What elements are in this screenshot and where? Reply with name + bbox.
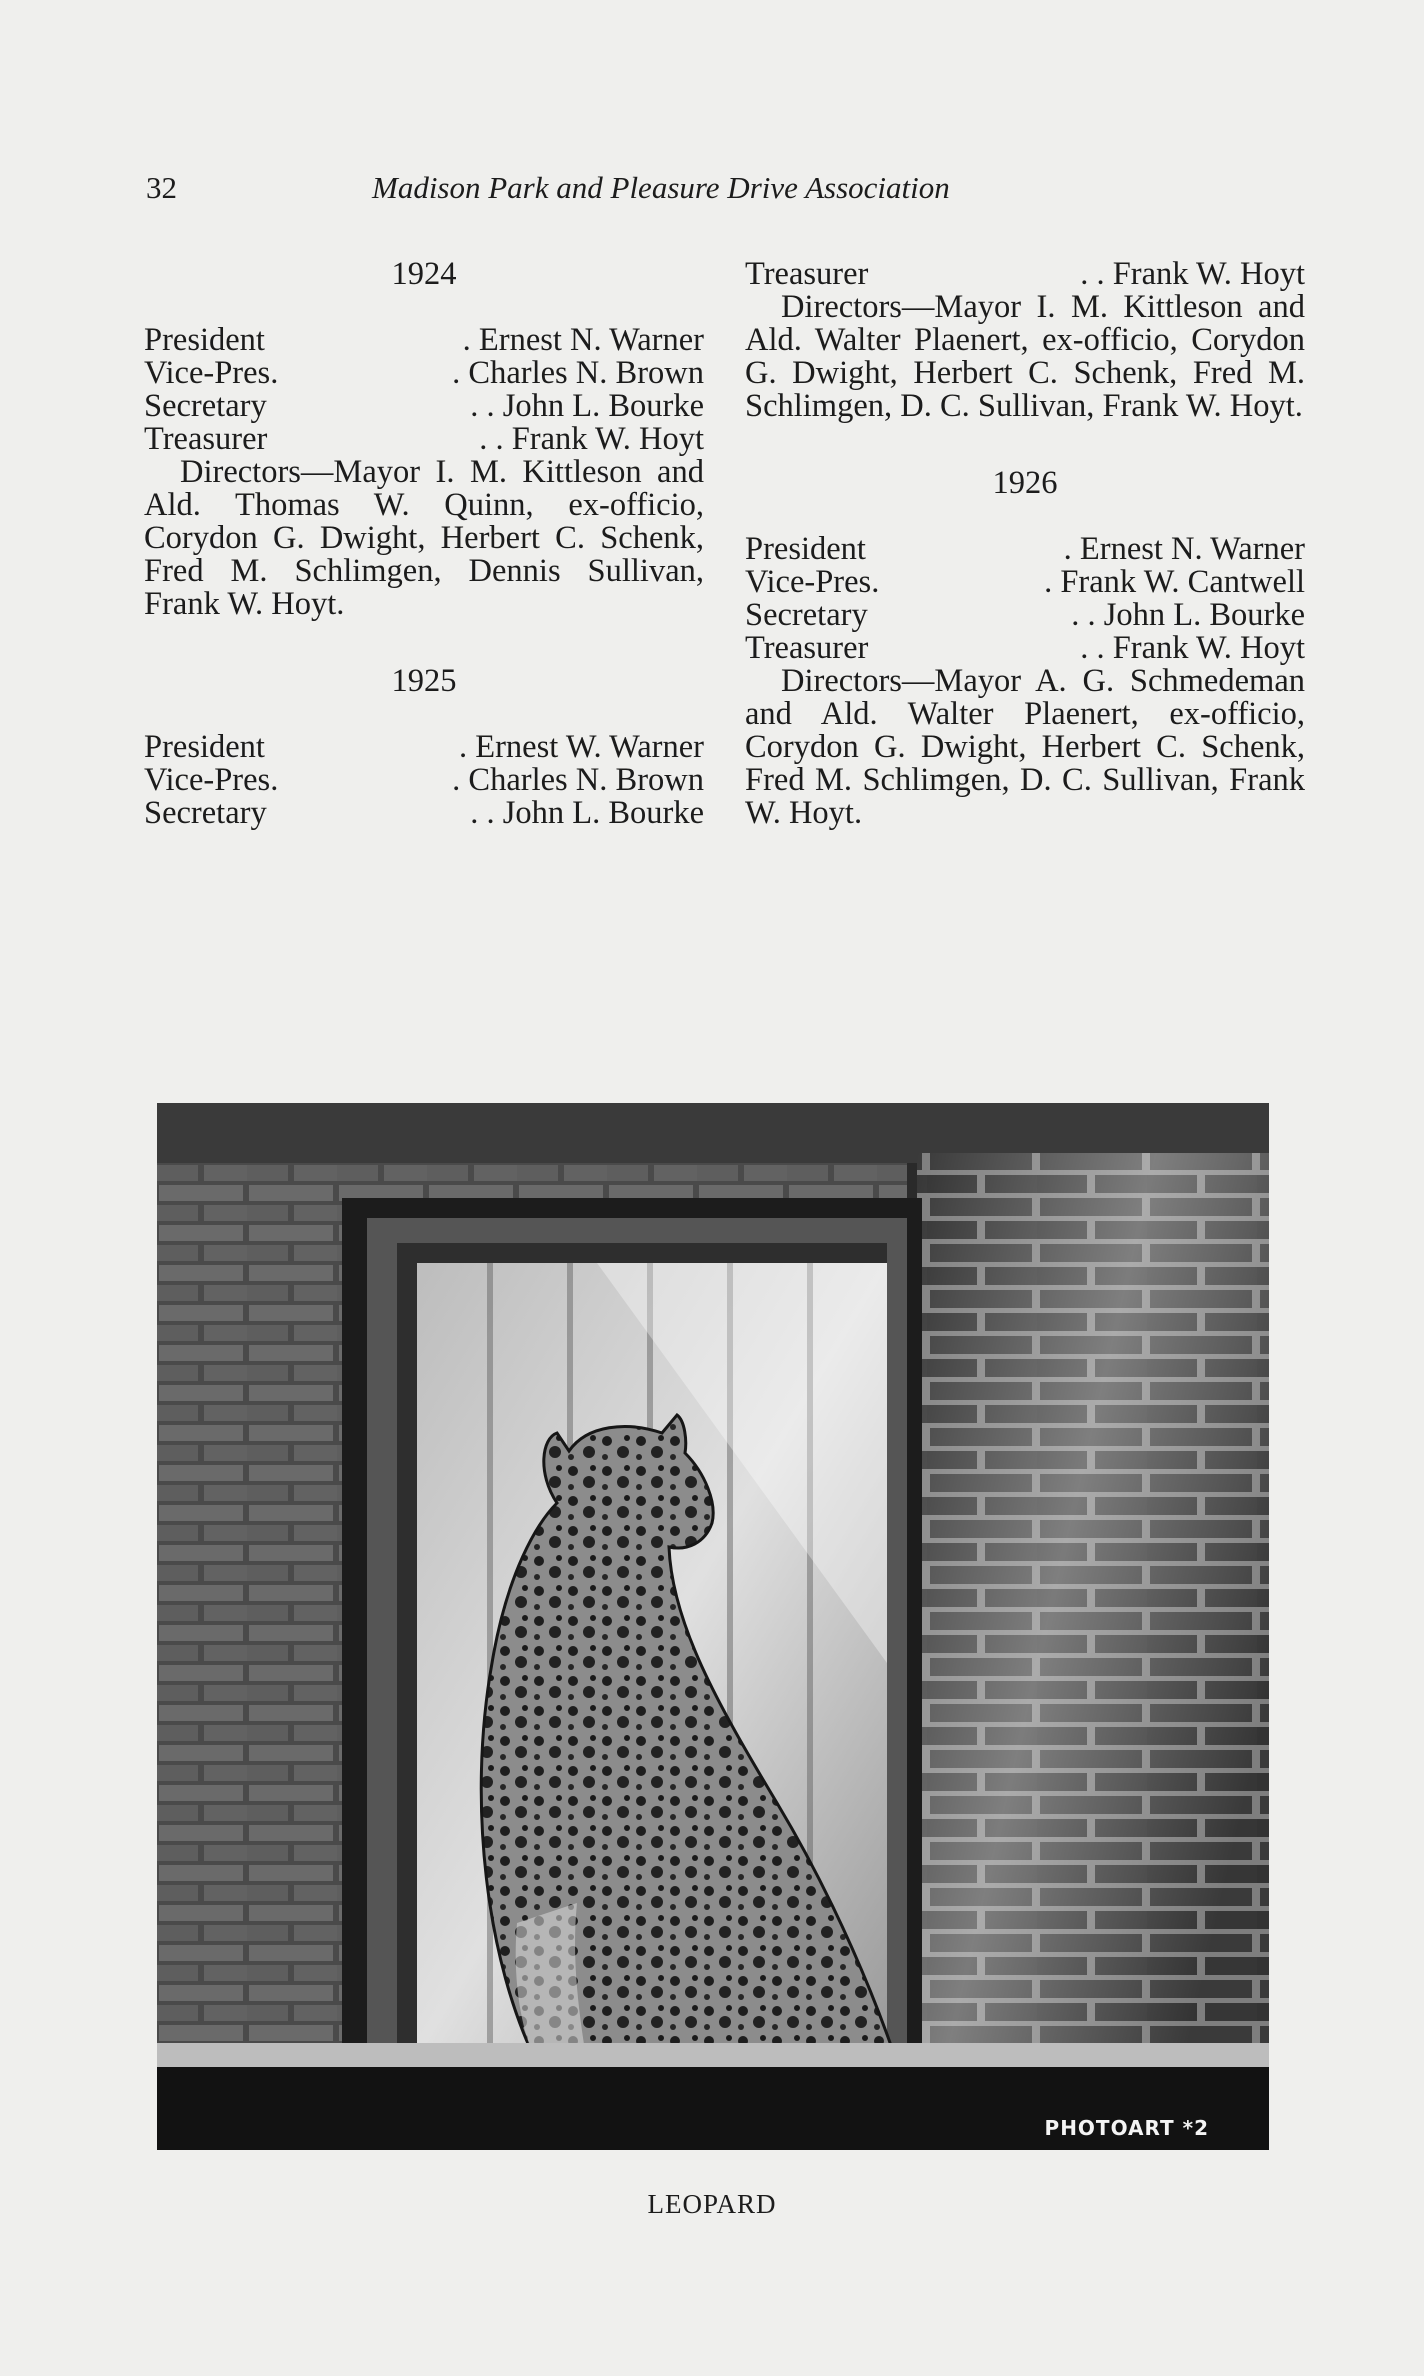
right-column — [745, 258, 1305, 830]
officer-title: Secretary — [745, 597, 868, 633]
officer-name: . Ernest N. Warner — [462, 322, 704, 358]
officer-title: Treasurer — [745, 256, 869, 292]
directors-paragraph-1925: Directors—Mayor I. M. Kittleson and Ald. Walter Plaenert, ex-officio, Corydon G. Dwight, Herbert C. Schenk, Fred M. Schlimgen, D. C. Sullivan, Frank W. Hoyt. — [745, 289, 1305, 424]
directors-paragraph-1924: Directors—Mayor I. M. Kittleson and Ald. Thomas W. Quinn, ex-officio, Corydon G. Dwight, Herbert C. Schenk, Fred M. Schlimgen, Dennis Sullivan, Frank W. Hoyt. — [144, 454, 704, 622]
officer-title: Treasurer — [144, 421, 268, 457]
officer-row — [144, 423, 704, 456]
officer-title: Treasurer — [745, 630, 869, 666]
officer-title: President — [144, 322, 265, 358]
officer-row — [144, 390, 704, 423]
directors-paragraph-1926: Directors—Mayor A. G. Schmedeman and Ald. Walter Plaenert, ex-officio, Corydon G. Dwight, Herbert C. Schenk, Fred M. Schlimgen, D. C. Sullivan, Frank W. Hoyt. — [745, 663, 1305, 831]
left-column — [144, 258, 704, 830]
officer-title: Secretary — [144, 795, 267, 831]
officer-title: President — [745, 531, 866, 567]
year-heading-1924: 1924 — [391, 256, 457, 292]
officer-title: Vice-Pres. — [745, 564, 880, 600]
photo-caption: LEOPARD — [647, 2189, 777, 2219]
officer-row — [745, 258, 1305, 291]
officer-row — [745, 566, 1305, 599]
officer-name: . . John L. Bourke — [470, 795, 704, 831]
officer-row — [745, 533, 1305, 566]
year-heading-1926: 1926 — [992, 465, 1058, 501]
page-number: 32 — [146, 170, 177, 205]
officer-row — [144, 357, 704, 390]
year-heading-1925: 1925 — [391, 663, 457, 699]
officer-name: . Ernest W. Warner — [459, 729, 704, 765]
officer-name: . . Frank W. Hoyt — [1080, 630, 1305, 666]
officer-title: Vice-Pres. — [144, 355, 279, 391]
officer-title: President — [144, 729, 265, 765]
officer-title: Secretary — [144, 388, 267, 424]
leopard-photo — [157, 1103, 1269, 2150]
officer-row — [745, 599, 1305, 632]
officer-row — [144, 324, 704, 357]
officer-name: . . Frank W. Hoyt — [479, 421, 704, 457]
officer-row — [144, 764, 704, 797]
officer-name: . Ernest N. Warner — [1063, 531, 1305, 567]
officer-row — [144, 731, 704, 764]
officer-name: . . John L. Bourke — [1071, 597, 1305, 633]
officer-name: . . Frank W. Hoyt — [1080, 256, 1305, 292]
officer-row — [745, 632, 1305, 665]
officer-title: Vice-Pres. — [144, 762, 279, 798]
running-title: Madison Park and Pleasure Drive Association — [372, 170, 950, 205]
officer-name: . Charles N. Brown — [452, 762, 704, 798]
photo-credit: PHOTOART *2 — [1044, 2116, 1209, 2140]
officer-name: . . John L. Bourke — [470, 388, 704, 424]
officer-name: . Charles N. Brown — [452, 355, 704, 391]
officer-name: . Frank W. Cantwell — [1044, 564, 1305, 600]
leopard-photo-illustration — [157, 1103, 1269, 2150]
officer-row — [144, 797, 704, 830]
